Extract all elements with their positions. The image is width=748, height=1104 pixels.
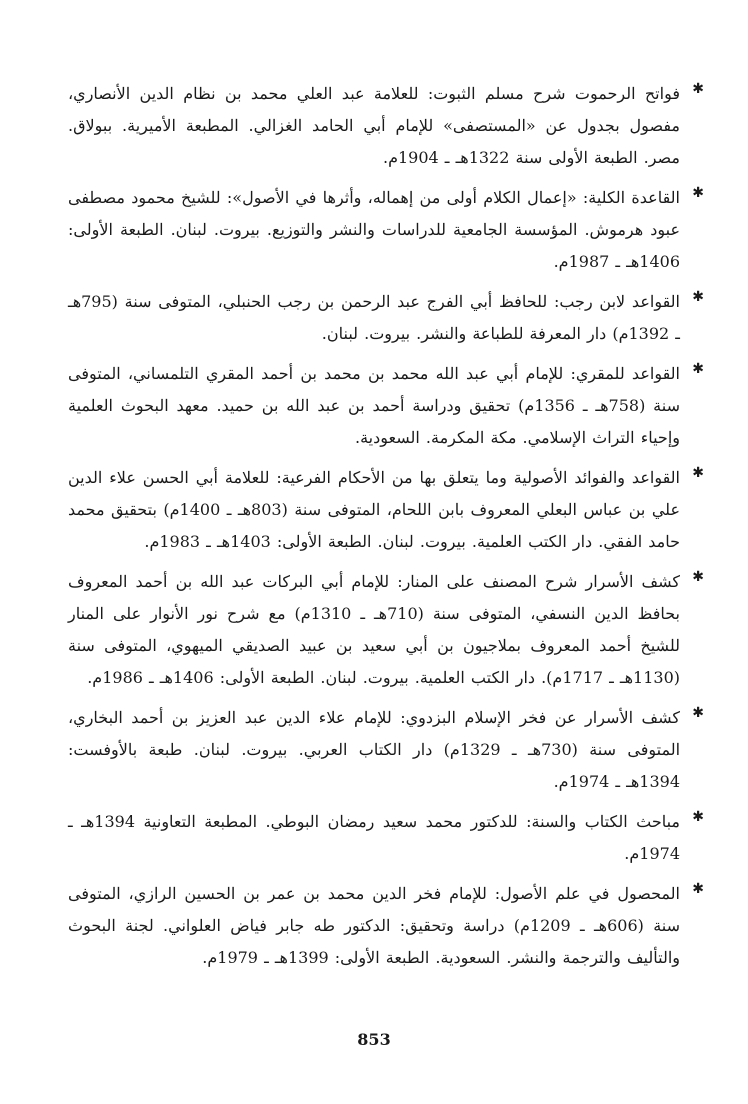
bibliography-entry: [68, 182, 704, 278]
bibliography-entry: [68, 806, 704, 870]
bibliography-entry: [68, 702, 704, 798]
asterisk-bullet-icon: ✱: [692, 289, 704, 305]
bibliography-entry: [68, 358, 704, 454]
asterisk-bullet-icon: ✱: [692, 81, 704, 97]
bibliography-entry: [68, 286, 704, 350]
asterisk-bullet-icon: ✱: [692, 705, 704, 721]
entry-text: القاعدة الكلية: «إعمال الكلام أولى من إهماله، وأثرها في الأصول»: للشيخ محمود مصطفى عبود هرموش. المؤسسة الجامعية للدراسات والنشر والتوزيع. بيروت. لبنان. الطبعة الأولى: 1406هـ ـ 1987م.: [68, 188, 680, 271]
asterisk-bullet-icon: ✱: [692, 809, 704, 825]
page-number: 853: [357, 1030, 391, 1049]
entry-text: القواعد للمقري: للإمام أبي عبد الله محمد بن محمد بن أحمد المقري التلمساني، المتوفى سنة (758هـ ـ 1356م) تحقيق ودراسة أحمد بن عبد الله بن حميد. معهد البحوث العلمية وإحياء التراث الإسلامي. مكة المكرمة. السعودية.: [68, 364, 680, 447]
entry-text: كشف الأسرار شرح المصنف على المنار: للإمام أبي البركات عبد الله بن أحمد المعروف بحافظ الدين النسفي، المتوفى سنة (710هـ ـ 1310م) مع شرح نور الأنوار على المنار للشيخ أحمد المعروف بملاجيون بن أبي سعيد بن عبيد الصديقي الميهوي، المتوفى سنة (1130هـ ـ 1717م). دار الكتب العلمية. بيروت. لبنان. الطبعة الأولى: 1406هـ ـ 1986م.: [68, 572, 680, 687]
entry-text: المحصول في علم الأصول: للإمام فخر الدين محمد بن عمر بن الحسين الرازي، المتوفى سنة (606هـ ـ 1209م) دراسة وتحقيق: الدكتور طه جابر فياض العلواني. لجنة البحوث والتأليف والترجمة والنشر. السعودية. الطبعة الأولى: 1399هـ ـ 1979م.: [68, 884, 681, 967]
bibliography-list: [68, 78, 704, 982]
entry-text: مباحث الكتاب والسنة: للدكتور محمد سعيد رمضان البوطي. المطبعة التعاونية 1394هـ ـ 1974م.: [68, 812, 680, 863]
asterisk-bullet-icon: ✱: [692, 185, 704, 201]
asterisk-bullet-icon: ✱: [692, 361, 704, 377]
entry-text: القواعد والفوائد الأصولية وما يتعلق بها من الأحكام الفرعية: للعلامة أبي الحسن علاء الدين علي بن عباس البعلي المعروف بابن اللحام، المتوفى سنة (803هـ ـ 1400م) بتحقيق محمد حامد الفقي. دار الكتب العلمية. بيروت. لبنان. الطبعة الأولى: 1403هـ ـ 1983م.: [68, 468, 681, 551]
asterisk-bullet-icon: ✱: [692, 465, 704, 481]
entry-text: القواعد لابن رجب: للحافظ أبي الفرج عبد الرحمن بن رجب الحنبلي، المتوفى سنة (795هـ ـ 1392م) دار المعرفة للطباعة والنشر. بيروت. لبنان.: [68, 292, 681, 343]
bibliography-entry: [68, 566, 704, 694]
asterisk-bullet-icon: ✱: [692, 881, 704, 897]
entry-text: فواتح الرحموت شرح مسلم الثبوت: للعلامة عبد العلي محمد بن نظام الدين الأنصاري، مفصول بجدول عن «المستصفى» للإمام أبي الحامد الغزالي. المطبعة الأميرية. ببولاق. مصر. الطبعة الأولى سنة 1322هـ ـ 1904م.: [68, 84, 680, 167]
bibliography-entry: [68, 462, 704, 558]
asterisk-bullet-icon: ✱: [692, 569, 704, 585]
entry-text: كشف الأسرار عن فخر الإسلام البزدوي: للإمام علاء الدين عبد العزيز بن أحمد البخاري، المتوفى سنة (730هـ ـ 1329م) دار الكتاب العربي. بيروت. لبنان. طبعة بالأوفست: 1394هـ ـ 1974م.: [68, 708, 681, 791]
bibliography-entry: [68, 878, 704, 974]
bibliography-entry: [68, 78, 704, 174]
